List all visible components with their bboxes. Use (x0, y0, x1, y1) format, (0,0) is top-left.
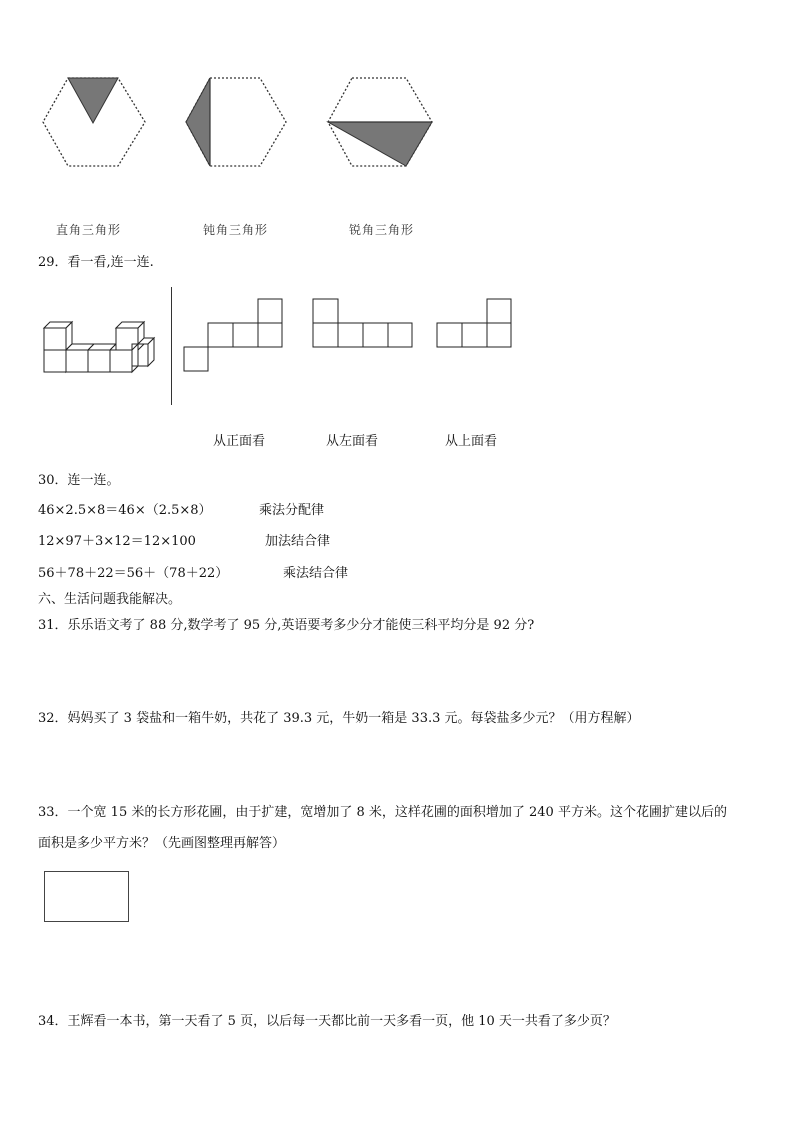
view-figure-3 (435, 297, 515, 351)
law-3: 乘法结合律 (283, 566, 349, 581)
equation-3: 56＋78＋22＝56＋（78＋22） (38, 566, 229, 581)
section-6-title: 六、生活问题我能解决。 (38, 592, 182, 607)
view-figure-1 (182, 297, 284, 375)
label-obtuse-triangle: 钝角三角形 (203, 223, 269, 237)
view-figure-2 (311, 297, 415, 351)
question-31: 31．乐乐语文考了 88 分,数学考了 95 分,英语要考多少分才能使三科平均分是 92 分? (38, 618, 535, 633)
question-29-title: 29．看一看,连一连. (38, 255, 154, 270)
law-1: 乘法分配律 (259, 503, 325, 518)
hexagon-right-triangle-figure (40, 76, 150, 168)
label-right-triangle: 直角三角形 (56, 223, 122, 237)
label-acute-triangle: 锐角三角形 (349, 223, 415, 237)
question-33-line-2: 面积是多少平方米？（先画图整理再解答） (38, 836, 286, 851)
hexagon-obtuse-triangle-figure (184, 76, 290, 168)
view-label-front: 从正面看 (213, 434, 266, 449)
divider-line (171, 287, 172, 405)
cube-stack-3d-figure (42, 322, 162, 376)
view-label-left: 从左面看 (326, 434, 379, 449)
question-33-line-1: 33．一个宽 15 米的长方形花圃，由于扩建，宽增加了 8 米，这样花圃的面积增加了 240 平方米。这个花圃扩建以后的 (38, 805, 727, 820)
equation-1: 46×2.5×8＝46×（2.5×8） (38, 503, 212, 518)
view-label-top: 从上面看 (445, 434, 498, 449)
question-32: 32．妈妈买了 3 袋盐和一箱牛奶，共花了 39.3 元，牛奶一箱是 33.3 元。每袋盐多少元？（用方程解） (38, 711, 640, 726)
equation-2: 12×97＋3×12＝12×100 (38, 534, 196, 549)
question-34: 34．王辉看一本书，第一天看了 5 页，以后每一天都比前一天多看一页，他 10 天一共看了多少页？ (38, 1014, 616, 1029)
hexagon-acute-triangle-figure (326, 76, 436, 168)
rectangle-drawing-box (44, 871, 129, 922)
question-30-title: 30．连一连。 (38, 473, 120, 488)
law-2: 加法结合律 (265, 534, 331, 549)
